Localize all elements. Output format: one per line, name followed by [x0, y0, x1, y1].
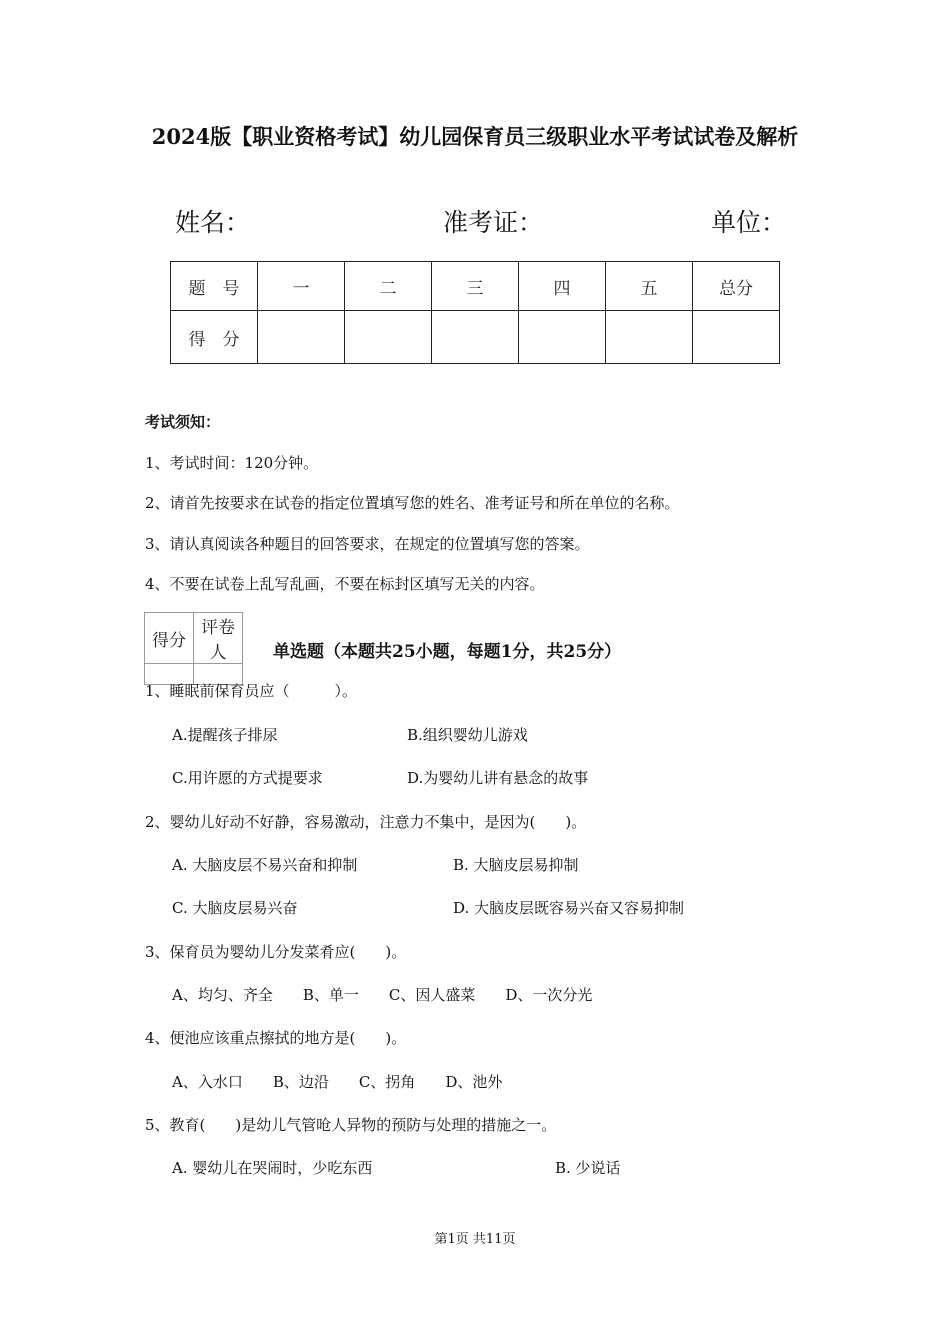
unit-label: 单位： — [711, 208, 787, 237]
question-stem: 4、便池应该重点擦拭的地方是( )。 — [145, 1029, 407, 1047]
score-table-header-row — [171, 262, 780, 311]
note-item: 2、请首先按要求在试卷的指定位置填写您的姓名、准考证号和所在单位的名称。 — [145, 494, 680, 512]
score-header-cell: 总分 — [693, 262, 780, 311]
grader-score-label: 得分 — [145, 613, 194, 664]
score-cell — [432, 311, 519, 364]
score-header-cell: 四 — [519, 262, 606, 311]
question-option: B.组织婴幼儿游戏 — [407, 726, 528, 744]
score-cell — [606, 311, 693, 364]
section-title: 单选题（本题共25小题，每题1分，共25分） — [273, 642, 622, 662]
score-header-cell: 三 — [432, 262, 519, 311]
question-option: B. 大脑皮层易抑制 — [453, 856, 579, 874]
page-footer: 第1页 共11页 — [434, 1232, 516, 1247]
grader-box — [144, 612, 243, 685]
question-stem: 1、睡眠前保育员应（ ）。 — [145, 682, 358, 700]
score-header-cell: 一 — [258, 262, 345, 311]
question-stem: 3、保育员为婴幼儿分发菜肴应( )。 — [145, 943, 407, 961]
note-item: 4、不要在试卷上乱写乱画，不要在标封区填写无关的内容。 — [145, 575, 545, 593]
score-cell — [519, 311, 606, 364]
score-row-label: 得 分 — [171, 311, 258, 364]
question-options-line: A、入水口 B、边沿 C、拐角 D、池外 — [172, 1073, 503, 1091]
note-item: 3、请认真阅读各种题目的回答要求，在规定的位置填写您的答案。 — [145, 535, 590, 553]
question-stem: 5、教育( )是幼儿气管呛人异物的预防与处理的措施之一。 — [145, 1116, 557, 1134]
page-title: 2024版【职业资格考试】幼儿园保育员三级职业水平考试试卷及解析 — [151, 124, 799, 149]
note-item: 1、考试时间：120分钟。 — [145, 454, 319, 472]
question-option: B. 少说话 — [555, 1159, 621, 1177]
name-label: 姓名： — [175, 208, 251, 237]
score-cell — [345, 311, 432, 364]
question-option: D. 大脑皮层既容易兴奋又容易抑制 — [453, 899, 685, 917]
score-header-cell: 题 号 — [171, 262, 258, 311]
exam-id-label: 准考证： — [443, 208, 544, 237]
question-option: C. 大脑皮层易兴奋 — [172, 899, 298, 917]
score-cell — [693, 311, 780, 364]
score-table-score-row — [171, 311, 780, 364]
grader-box-header — [145, 613, 243, 664]
question-options-line: A、均匀、齐全 B、单一 C、因人盛菜 D、一次分光 — [172, 986, 593, 1004]
score-cell — [258, 311, 345, 364]
question-option: C.用许愿的方式提要求 — [172, 769, 323, 787]
notes-heading: 考试须知： — [145, 413, 221, 431]
score-table — [170, 261, 780, 364]
score-header-cell: 二 — [345, 262, 432, 311]
question-stem: 2、婴幼儿好动不好静，容易激动，注意力不集中，是因为( )。 — [145, 813, 587, 831]
grader-name-label: 评卷人 — [194, 613, 243, 664]
question-option: A. 婴幼儿在哭闹时，少吃东西 — [172, 1159, 373, 1177]
question-option: D.为婴幼儿讲有悬念的故事 — [407, 769, 589, 787]
score-header-cell: 五 — [606, 262, 693, 311]
question-option: A. 大脑皮层不易兴奋和抑制 — [172, 856, 358, 874]
question-option: A.提醒孩子排尿 — [172, 726, 278, 744]
